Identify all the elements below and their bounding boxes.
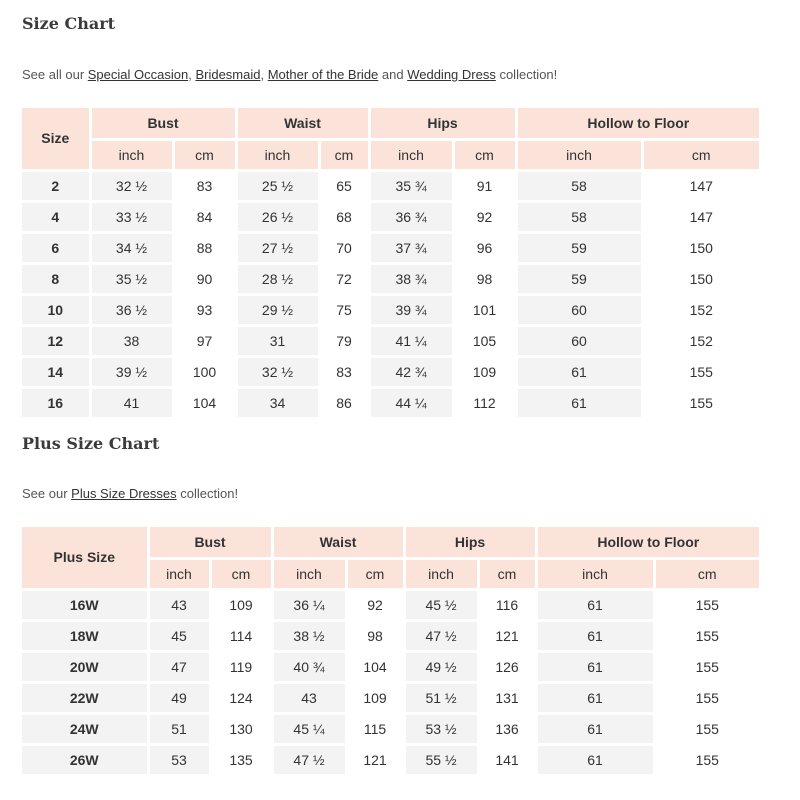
- measurement-cell: 61: [536, 713, 654, 744]
- plus-size-chart-body: [22, 589, 759, 775]
- measurement-cell: 38: [90, 325, 173, 356]
- measurement-cell: 60: [516, 294, 642, 325]
- measurement-cell: 75: [319, 294, 369, 325]
- unit-header: inch: [90, 139, 173, 170]
- measurement-cell: 92: [346, 589, 404, 620]
- measurement-cell: 96: [453, 232, 516, 263]
- measurement-cell: 61: [516, 387, 642, 418]
- measurement-cell: 155: [654, 713, 759, 744]
- measurement-cell: 61: [536, 651, 654, 682]
- measurement-cell: 109: [346, 682, 404, 713]
- table-row: [22, 744, 759, 775]
- size-label: 20W: [22, 651, 148, 682]
- measurement-cell: 47 ½: [404, 620, 478, 651]
- size-label: 26W: [22, 744, 148, 775]
- measurement-cell: 65: [319, 170, 369, 201]
- measurement-cell: 58: [516, 201, 642, 232]
- measurement-cell: 104: [173, 387, 236, 418]
- measurement-cell: 47: [148, 651, 210, 682]
- waist-group-header: Waist: [236, 108, 369, 139]
- measurement-cell: 60: [516, 325, 642, 356]
- size-label: 18W: [22, 620, 148, 651]
- measurement-cell: 115: [346, 713, 404, 744]
- measurement-cell: 135: [210, 744, 272, 775]
- measurement-cell: 35 ¾: [369, 170, 453, 201]
- measurement-cell: 104: [346, 651, 404, 682]
- measurement-cell: 32 ½: [90, 170, 173, 201]
- table-row: [22, 170, 759, 201]
- unit-header: cm: [642, 139, 759, 170]
- unit-header: cm: [453, 139, 516, 170]
- measurement-cell: 36 ½: [90, 294, 173, 325]
- measurement-cell: 55 ½: [404, 744, 478, 775]
- measurement-cell: 68: [319, 201, 369, 232]
- measurement-cell: 116: [478, 589, 536, 620]
- measurement-cell: 90: [173, 263, 236, 294]
- measurement-cell: 152: [642, 294, 759, 325]
- measurement-cell: 61: [536, 682, 654, 713]
- measurement-cell: 34 ½: [90, 232, 173, 263]
- measurement-cell: 61: [536, 589, 654, 620]
- unit-header: cm: [173, 139, 236, 170]
- table-row: [22, 325, 759, 356]
- unit-header: cm: [478, 558, 536, 589]
- unit-header: cm: [654, 558, 759, 589]
- measurement-cell: 61: [536, 744, 654, 775]
- plus-size-chart-table: [22, 527, 759, 777]
- intro-text: See all our: [22, 67, 88, 82]
- size-label: 22W: [22, 682, 148, 713]
- unit-header: inch: [369, 139, 453, 170]
- intro-separator: ,: [260, 67, 268, 82]
- measurement-cell: 155: [654, 651, 759, 682]
- unit-header: inch: [148, 558, 210, 589]
- table-row: [22, 620, 759, 651]
- measurement-cell: 150: [642, 232, 759, 263]
- size-label: 2: [22, 170, 90, 201]
- bridesmaid-link[interactable]: Bridesmaid: [195, 67, 261, 82]
- measurement-cell: 155: [654, 589, 759, 620]
- bust-group-header: Bust: [90, 108, 236, 139]
- measurement-cell: 26 ½: [236, 201, 319, 232]
- size-label: 10: [22, 294, 90, 325]
- measurement-cell: 150: [642, 263, 759, 294]
- table-row: [22, 232, 759, 263]
- measurement-cell: 34: [236, 387, 319, 418]
- size-label: 12: [22, 325, 90, 356]
- measurement-cell: 35 ½: [90, 263, 173, 294]
- table-row: [22, 356, 759, 387]
- measurement-cell: 121: [346, 744, 404, 775]
- measurement-cell: 43: [272, 682, 346, 713]
- table-row: [22, 589, 759, 620]
- measurement-cell: 59: [516, 263, 642, 294]
- measurement-cell: 61: [536, 620, 654, 651]
- size-label: 16W: [22, 589, 148, 620]
- measurement-cell: 88: [173, 232, 236, 263]
- measurement-cell: 112: [453, 387, 516, 418]
- size-column-header: Size: [22, 108, 90, 170]
- table-row: [22, 387, 759, 418]
- measurement-cell: 33 ½: [90, 201, 173, 232]
- measurement-cell: 27 ½: [236, 232, 319, 263]
- measurement-cell: 83: [173, 170, 236, 201]
- size-label: 14: [22, 356, 90, 387]
- table-row: [22, 201, 759, 232]
- measurement-cell: 147: [642, 170, 759, 201]
- hips-group-header: Hips: [404, 527, 536, 558]
- measurement-cell: 36 ¼: [272, 589, 346, 620]
- measurement-cell: 49 ½: [404, 651, 478, 682]
- measurement-cell: 36 ¾: [369, 201, 453, 232]
- measurement-cell: 51: [148, 713, 210, 744]
- measurement-cell: 38 ¾: [369, 263, 453, 294]
- unit-header: cm: [319, 139, 369, 170]
- special-occasion-link[interactable]: Special Occasion: [87, 67, 189, 82]
- intro-separator: ,: [188, 67, 196, 82]
- intro-separator: and: [378, 67, 408, 82]
- measurement-cell: 131: [478, 682, 536, 713]
- measurement-cell: 124: [210, 682, 272, 713]
- measurement-cell: 147: [642, 201, 759, 232]
- size-chart-body: [22, 170, 759, 418]
- measurement-cell: 155: [654, 744, 759, 775]
- intro-text: collection!: [176, 486, 239, 501]
- measurement-cell: 45 ½: [404, 589, 478, 620]
- measurement-cell: 39 ½: [90, 356, 173, 387]
- measurement-cell: 58: [516, 170, 642, 201]
- intro-text: collection!: [495, 67, 558, 82]
- size-chart-intro: [22, 67, 557, 82]
- measurement-cell: 119: [210, 651, 272, 682]
- measurement-cell: 126: [478, 651, 536, 682]
- size-label: 8: [22, 263, 90, 294]
- size-label: 24W: [22, 713, 148, 744]
- measurement-cell: 83: [319, 356, 369, 387]
- unit-header: cm: [346, 558, 404, 589]
- measurement-cell: 152: [642, 325, 759, 356]
- measurement-cell: 141: [478, 744, 536, 775]
- measurement-cell: 45 ¼: [272, 713, 346, 744]
- measurement-cell: 155: [654, 620, 759, 651]
- measurement-cell: 86: [319, 387, 369, 418]
- measurement-cell: 25 ½: [236, 170, 319, 201]
- measurement-cell: 59: [516, 232, 642, 263]
- measurement-cell: 43: [148, 589, 210, 620]
- measurement-cell: 53: [148, 744, 210, 775]
- size-label: 6: [22, 232, 90, 263]
- measurement-cell: 37 ¾: [369, 232, 453, 263]
- measurement-cell: 47 ½: [272, 744, 346, 775]
- measurement-cell: 155: [642, 356, 759, 387]
- measurement-cell: 114: [210, 620, 272, 651]
- measurement-cell: 91: [453, 170, 516, 201]
- table-row: [22, 682, 759, 713]
- measurement-cell: 98: [453, 263, 516, 294]
- measurement-cell: 130: [210, 713, 272, 744]
- table-row: [22, 263, 759, 294]
- mother-of-the-bride-link[interactable]: Mother of the Bride: [267, 67, 379, 82]
- unit-header: inch: [236, 139, 319, 170]
- measurement-cell: 100: [173, 356, 236, 387]
- measurement-cell: 31: [236, 325, 319, 356]
- unit-header: inch: [272, 558, 346, 589]
- measurement-cell: 109: [210, 589, 272, 620]
- plus-size-chart-intro: [22, 486, 238, 501]
- measurement-cell: 41: [90, 387, 173, 418]
- unit-header: inch: [536, 558, 654, 589]
- plus-size-chart-title: Plus Size Chart: [22, 434, 160, 453]
- measurement-cell: 29 ½: [236, 294, 319, 325]
- unit-header: cm: [210, 558, 272, 589]
- measurement-cell: 93: [173, 294, 236, 325]
- hollow-to-floor-group-header: Hollow to Floor: [536, 527, 759, 558]
- intro-text: See our: [22, 486, 72, 501]
- measurement-cell: 92: [453, 201, 516, 232]
- hips-group-header: Hips: [369, 108, 516, 139]
- measurement-cell: 155: [654, 682, 759, 713]
- measurement-cell: 45: [148, 620, 210, 651]
- measurement-cell: 97: [173, 325, 236, 356]
- bust-group-header: Bust: [148, 527, 272, 558]
- measurement-cell: 121: [478, 620, 536, 651]
- waist-group-header: Waist: [272, 527, 404, 558]
- hollow-to-floor-group-header: Hollow to Floor: [516, 108, 759, 139]
- measurement-cell: 79: [319, 325, 369, 356]
- table-row: [22, 294, 759, 325]
- measurement-cell: 61: [516, 356, 642, 387]
- size-label: 16: [22, 387, 90, 418]
- table-row: [22, 713, 759, 744]
- size-chart-table: [22, 108, 759, 420]
- measurement-cell: 136: [478, 713, 536, 744]
- unit-header: inch: [404, 558, 478, 589]
- wedding-dress-link[interactable]: Wedding Dress: [407, 67, 496, 82]
- measurement-cell: 53 ½: [404, 713, 478, 744]
- measurement-cell: 39 ¾: [369, 294, 453, 325]
- measurement-cell: 70: [319, 232, 369, 263]
- measurement-cell: 41 ¼: [369, 325, 453, 356]
- measurement-cell: 98: [346, 620, 404, 651]
- measurement-cell: 101: [453, 294, 516, 325]
- plus-size-dresses-link[interactable]: Plus Size Dresses: [71, 486, 177, 501]
- measurement-cell: 109: [453, 356, 516, 387]
- measurement-cell: 42 ¾: [369, 356, 453, 387]
- measurement-cell: 105: [453, 325, 516, 356]
- plus-size-column-header: Plus Size: [22, 527, 148, 589]
- measurement-cell: 155: [642, 387, 759, 418]
- size-chart-title: Size Chart: [22, 14, 116, 33]
- table-row: [22, 651, 759, 682]
- measurement-cell: 44 ¼: [369, 387, 453, 418]
- measurement-cell: 49: [148, 682, 210, 713]
- unit-header: inch: [516, 139, 642, 170]
- size-label: 4: [22, 201, 90, 232]
- measurement-cell: 72: [319, 263, 369, 294]
- measurement-cell: 38 ½: [272, 620, 346, 651]
- measurement-cell: 51 ½: [404, 682, 478, 713]
- measurement-cell: 32 ½: [236, 356, 319, 387]
- measurement-cell: 28 ½: [236, 263, 319, 294]
- measurement-cell: 84: [173, 201, 236, 232]
- measurement-cell: 40 ¾: [272, 651, 346, 682]
